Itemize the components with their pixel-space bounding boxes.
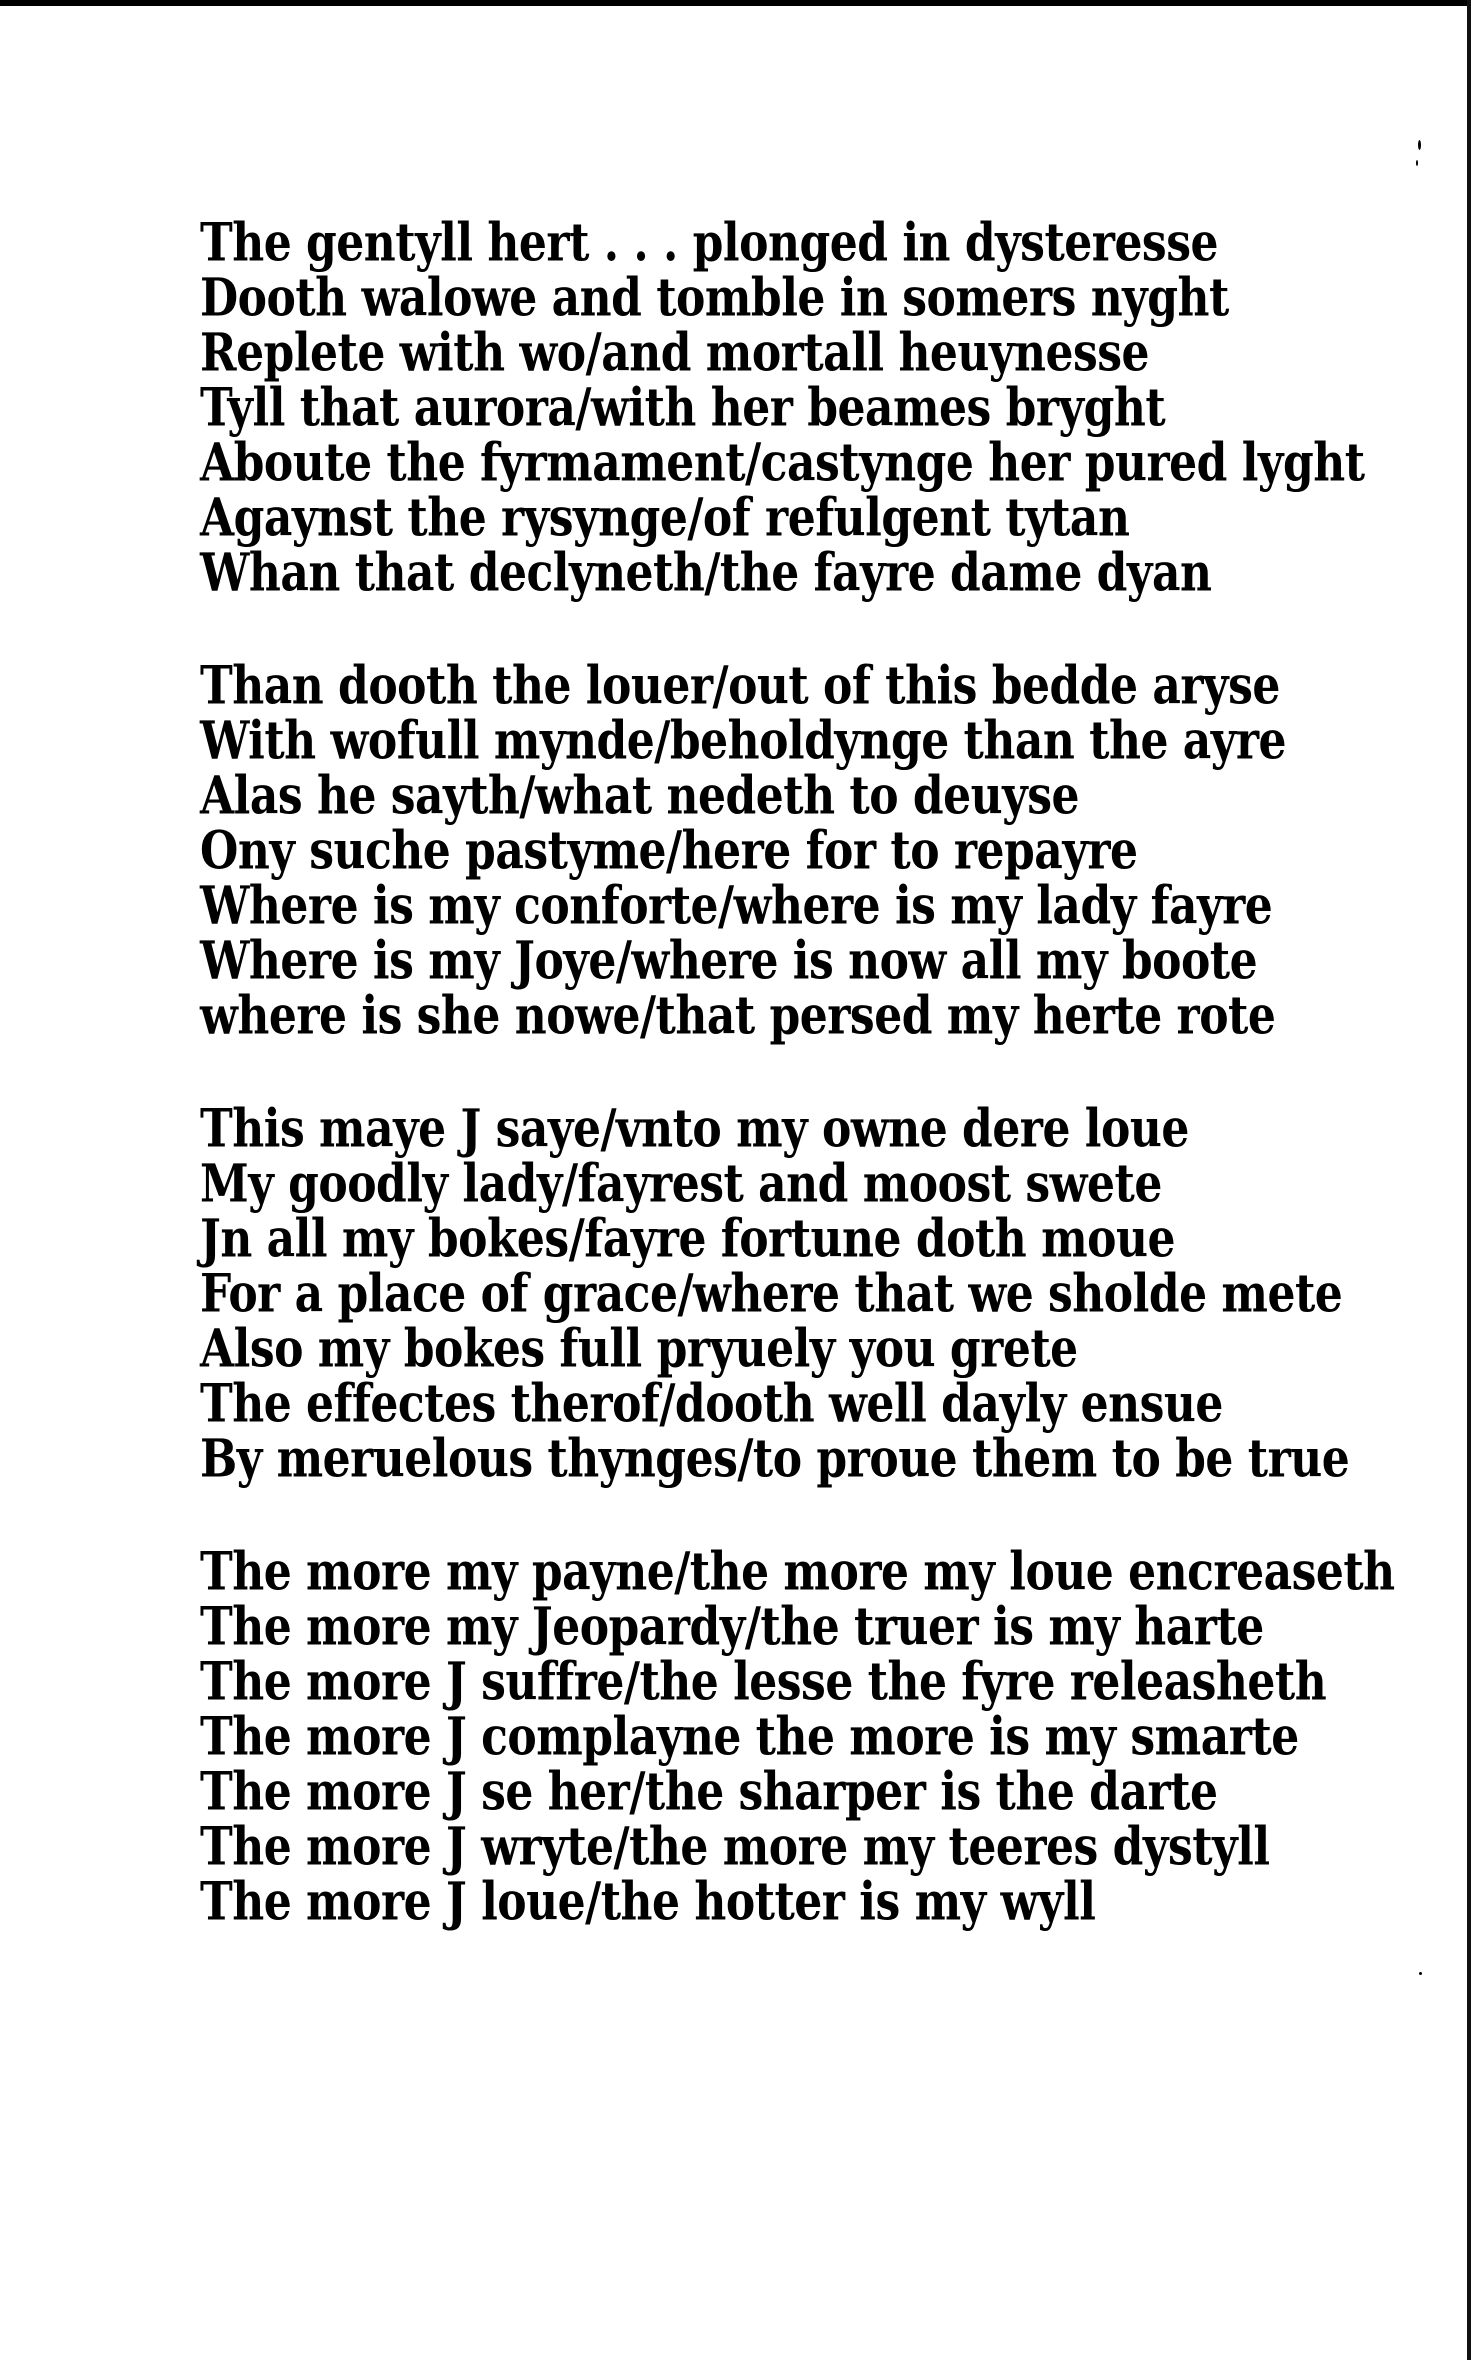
verse-line: The effectes therof/dooth well dayly ensue: [200, 1374, 1223, 1435]
verse-line: Jn all my bokes/fayre fortune doth moue: [200, 1209, 1175, 1270]
verse-line: The more my payne/the more my loue encreaseth: [200, 1542, 1395, 1603]
verse-line: The more J se her/the sharper is the darte: [200, 1762, 1218, 1823]
verse-line: Where is my Joye/where is now all my boote: [200, 931, 1258, 992]
verse-line: Dooth walowe and tomble in somers nyght: [200, 268, 1229, 329]
verse-line: Whan that declyneth/the fayre dame dyan: [200, 543, 1212, 604]
verse-line: The more J loue/the hotter is my wyll: [200, 1872, 1096, 1933]
verse-line: Tyll that aurora/with her beames bryght: [200, 378, 1166, 439]
stanza-4: [200, 1542, 1395, 1933]
verse-line: Agaynst the rysynge/of refulgent tytan: [200, 488, 1130, 549]
verse-line: The more J complayne the more is my smarte: [200, 1707, 1299, 1768]
verse-line: Replete with wo/and mortall heuynesse: [200, 323, 1150, 384]
verse-line: With wofull mynde/beholdynge than the ayre: [200, 711, 1287, 772]
page-top-border: [0, 0, 1471, 14]
verse-line: Than dooth the louer/out of this bedde aryse: [200, 656, 1280, 717]
verse-line: The more my Jeopardy/the truer is my harte: [200, 1597, 1264, 1658]
ink-speck: [1419, 1972, 1422, 1975]
verse-line: This maye J saye/vnto my owne dere loue: [200, 1099, 1189, 1160]
verse-line: My goodly lady/fayrest and moost swete: [200, 1154, 1162, 1215]
verse-line: where is she nowe/that persed my herte rote: [200, 986, 1276, 1047]
page-right-border: [1467, 0, 1471, 2360]
verse-line: Also my bokes full pryuely you grete: [200, 1319, 1078, 1380]
verse-line: Aboute the fyrmament/castynge her pured lyght: [200, 433, 1365, 494]
stanza-1: [200, 213, 1380, 604]
verse-line: For a place of grace/where that we sholde mete: [200, 1264, 1343, 1325]
verse-line: Alas he sayth/what nedeth to deuyse: [200, 766, 1079, 827]
ink-speck: [1416, 160, 1418, 166]
stanza-3: [200, 1099, 1380, 1490]
verse-line: The more J wryte/the more my teeres dystyll: [200, 1817, 1270, 1878]
verse-line: Where is my conforte/where is my lady fayre: [200, 876, 1273, 937]
verse-line: By meruelous thynges/to proue them to be true: [200, 1429, 1350, 1490]
verse-line: Ony suche pastyme/here for to repayre: [200, 821, 1138, 882]
verse-line: The more J suffre/the lesse the fyre releasheth: [200, 1652, 1327, 1713]
poem-text: [200, 213, 1395, 1988]
ink-speck: [1418, 140, 1421, 150]
stanza-2: [200, 656, 1380, 1047]
verse-line: The gentyll hert . . . plonged in dysteresse: [200, 213, 1218, 274]
